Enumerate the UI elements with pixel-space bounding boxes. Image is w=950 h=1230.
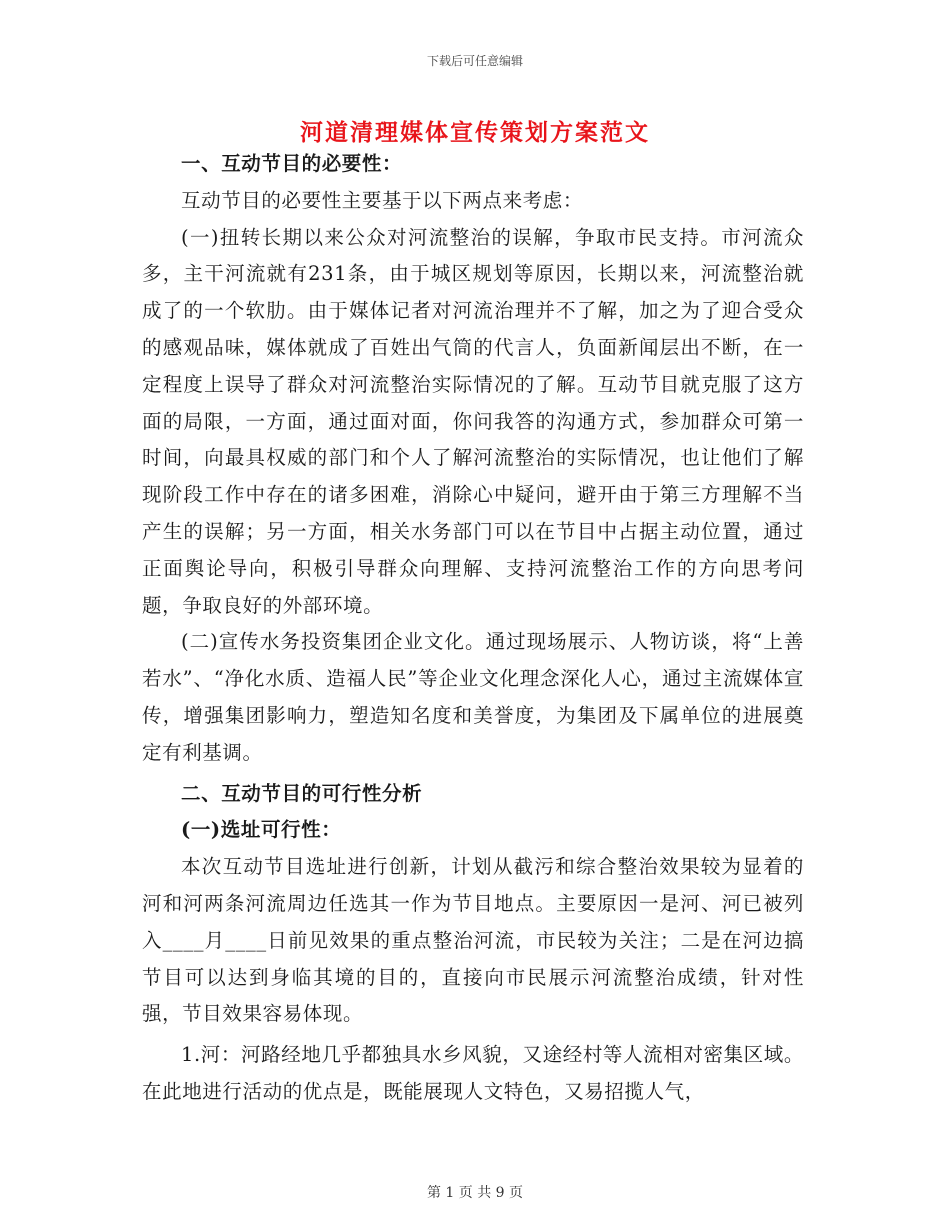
document-body: [142, 146, 804, 1111]
page-number: 第 1 页 共 9 页: [426, 1185, 524, 1201]
section-2-sub-1-body: 本次互动节目选址进行创新，计划从截污和综合整治效果较为显着的河和河两条河流周边任选其一作为节目地点。主要原因一是河、河已被列入____月____日前见效果的重点整治河流，市民较为关注；二是在河边搞节目可以达到身临其境的目的，直接向市民展示河流整治成绩，针对性强，节目效果容易体现。: [142, 855, 804, 1026]
section-2-heading: 二、互动节目的可行性分析: [181, 781, 423, 805]
section-1-point-1: (一)扭转长期以来公众对河流整治的误解，争取市民支持。市河流众多，主干河流就有231条，由于城区规划等原因，长期以来，河流整治就成了的一个软肋。由于媒体记者对河流治理并不了解，加之为了迎合受众的感观品味，媒体就成了百姓出气筒的代言人，负面新闻层出不断，在一定程度上误导了群众对河流整治实际情况的了解。互动节目就克服了这方面的局限，一方面，通过面对面，你问我答的沟通方式，参加群众可第一时间，向最具权威的部门和个人了解河流整治的实际情况，也让他们了解现阶段工作中存在的诸多困难，消除心中疑问，避开由于第三方理解不当产生的误解；另一方面，相关水务部门可以在节目中占据主动位置，通过正面舆论导向，积极引导群众向理解、支持河流整治工作的方向思考问题，争取良好的外部环境。: [142, 225, 804, 617]
section-2-sub-1-heading: (一)选址可行性：: [181, 818, 342, 842]
section-1-intro: 互动节目的必要性主要基于以下两点来考虑：: [181, 188, 584, 212]
section-2-item-1: 1.河：河路经地几乎都独具水乡风貌，又途经村等人流相对密集区域。在此地进行活动的优点是，既能展现人文特色，又易招揽人气，: [142, 1043, 804, 1103]
document-title: 河道清理媒体宣传策划方案范文: [300, 119, 650, 146]
header-note: 下载后可任意编辑: [426, 54, 523, 68]
section-1-heading: 一、互动节目的必要性：: [181, 152, 403, 175]
section-1-point-2: (二)宣传水务投资集团企业文化。通过现场展示、人物访谈，将“上善若水”、“净化水质、造福人民”等企业文化理念深化人心，通过主流媒体宣传，增强集团影响力，塑造知名度和美誉度，为集团及下属单位的进展奠定有利基调。: [142, 630, 804, 764]
